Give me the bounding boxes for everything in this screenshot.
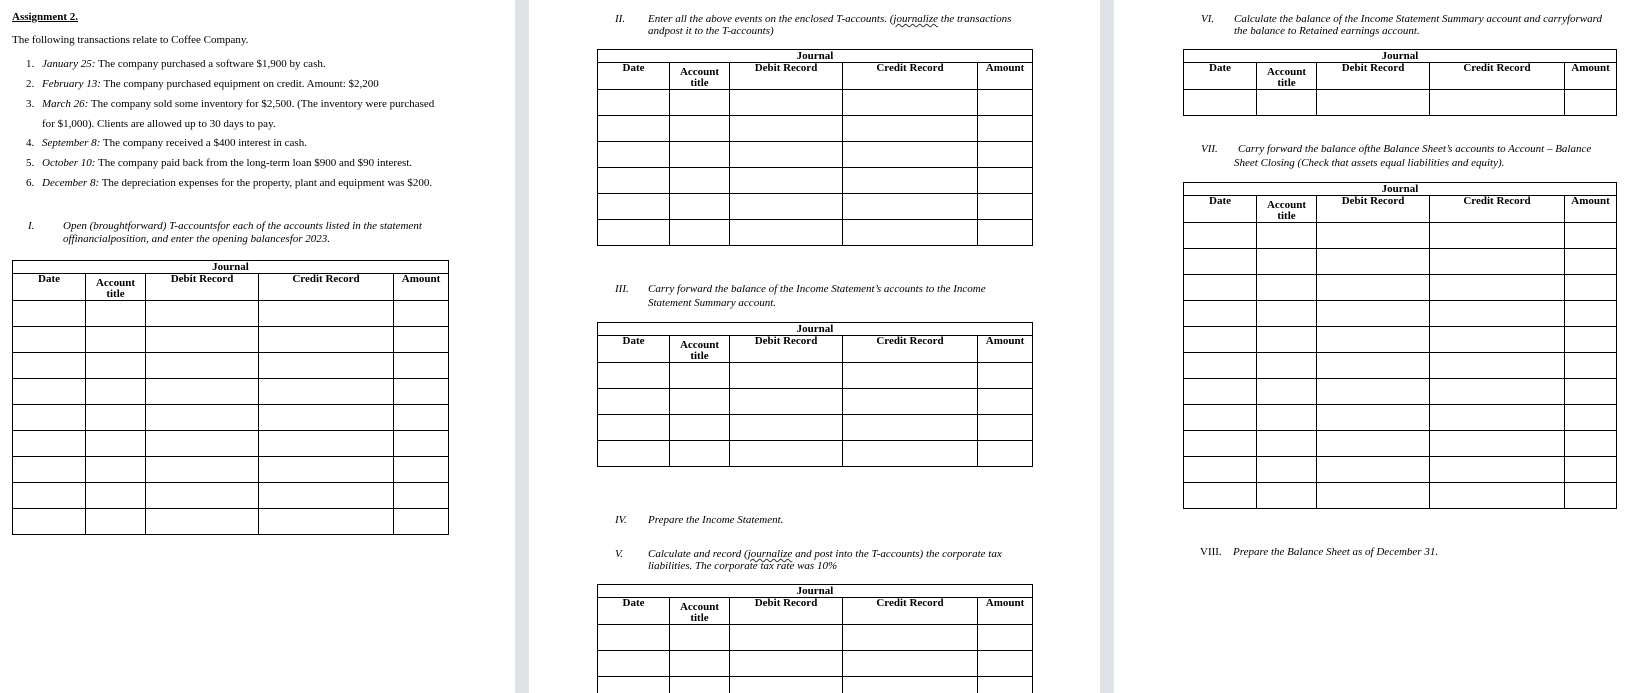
page-1 (0, 0, 515, 693)
task-1-number: I. (28, 220, 35, 232)
credit-header: Credit Record (1430, 63, 1565, 90)
journal-table-2 (597, 49, 1033, 246)
journal-row[interactable] (1184, 223, 1617, 249)
journal-row[interactable] (598, 363, 1033, 389)
intro-text: The following transactions relate to Coffee Company. (12, 34, 249, 46)
task-2-number: II. (615, 13, 626, 25)
journal-row[interactable] (598, 168, 1033, 194)
journal-row[interactable] (13, 431, 449, 457)
journal-row[interactable] (13, 509, 449, 535)
amount-header: Amount (978, 598, 1033, 625)
date-header: Date (598, 63, 670, 90)
task-6-text: Calculate the balance of the Income Statement Summary account and carryforward (1234, 13, 1603, 25)
transaction-item: 3. March 26: The company sold some inventory for $2,500. (The inventory were purchased (26, 98, 435, 110)
journal-row[interactable] (1184, 275, 1617, 301)
debit-header: Debit Record (1317, 196, 1430, 223)
task-3-number: III. (615, 283, 629, 295)
debit-header: Debit Record (146, 274, 259, 301)
credit-header: Credit Record (1430, 196, 1565, 223)
journal-row[interactable] (598, 220, 1033, 246)
page-2 (529, 0, 1100, 693)
debit-header: Debit Record (730, 336, 843, 363)
journal-row[interactable] (13, 379, 449, 405)
task-7-text: Carry forward the balance ofthe Balance Sheet’s accounts to Account – Balance (1238, 143, 1592, 155)
amount-header: Amount (978, 336, 1033, 363)
transaction-item: 4. September 8: The company received a $400 interest in cash. (26, 137, 307, 149)
task-5-number: V. (615, 548, 624, 560)
debit-header: Debit Record (730, 598, 843, 625)
journal-row[interactable] (1184, 249, 1617, 275)
journal-row[interactable] (1184, 379, 1617, 405)
task-5-text-line2: liabilities. The corporate tax rate was 10% (648, 560, 838, 572)
journal-caption: Journal (1184, 50, 1617, 63)
task-2-text-line2: andpost it to the T-accounts) (648, 25, 774, 37)
journal-row[interactable] (1184, 327, 1617, 353)
journal-table-6 (1183, 49, 1617, 116)
journal-row[interactable] (13, 327, 449, 353)
journal-row[interactable] (1184, 90, 1617, 116)
credit-header: Credit Record (843, 598, 978, 625)
task-3-text: Carry forward the balance of the Income Statement’s accounts to the Income (648, 283, 986, 295)
journal-caption: Journal (598, 323, 1033, 336)
amount-header: Amount (394, 274, 449, 301)
transaction-item: 5. October 10: The company paid back from the long-term loan $900 and $90 interest. (26, 157, 413, 169)
journal-table-3 (597, 322, 1033, 467)
journal-row[interactable] (13, 483, 449, 509)
transaction-item: 2. February 13: The company purchased equipment on credit. Amount: $2,200 (26, 78, 379, 90)
journal-row[interactable] (598, 142, 1033, 168)
journal-row[interactable] (1184, 301, 1617, 327)
amount-header: Amount (1565, 196, 1617, 223)
amount-header: Amount (1565, 63, 1617, 90)
task-1-text: Open (broughtforward) T-accountsfor each of the accounts listed in the statement (63, 220, 422, 232)
account-title-header: Account title (1257, 63, 1317, 90)
account-title-header: Account title (670, 63, 730, 90)
journal-row[interactable] (13, 405, 449, 431)
task-2-text: Enter all the above events on the enclosed T-accounts. (journalize the transactions (648, 13, 1012, 25)
date-header: Date (13, 274, 86, 301)
transaction-item: 1. January 25: The company purchased a software $1,900 by cash. (26, 58, 326, 70)
task-7-number: VII. (1201, 143, 1218, 155)
debit-header: Debit Record (730, 63, 843, 90)
amount-header: Amount (978, 63, 1033, 90)
date-header: Date (1184, 196, 1257, 223)
task-5-text: Calculate and record (journalize and post into the T-accounts) the corporate tax (648, 548, 1002, 560)
journal-row[interactable] (598, 677, 1033, 693)
task-3-text-line2: Statement Summary account. (648, 297, 776, 309)
journal-row[interactable] (13, 457, 449, 483)
assignment-heading: Assignment 2. (12, 11, 79, 23)
credit-header: Credit Record (259, 274, 394, 301)
task-4-number: IV. (615, 514, 627, 526)
date-header: Date (598, 598, 670, 625)
credit-header: Credit Record (843, 63, 978, 90)
journal-row[interactable] (598, 625, 1033, 651)
journal-row[interactable] (598, 441, 1033, 467)
journal-caption: Journal (598, 50, 1033, 63)
journal-caption: Journal (598, 585, 1033, 598)
debit-header: Debit Record (1317, 63, 1430, 90)
transaction-item: 6. December 8: The depreciation expenses for the property, plant and equipment was $200. (26, 177, 433, 189)
task-7-text-line2: Sheet Closing (Check that assets equal liabilities and equity). (1234, 157, 1505, 169)
transaction-item-continued: for $1,000). Clients are allowed up to 30 days to pay. (42, 118, 276, 130)
task-6-number: VI. (1201, 13, 1215, 25)
journal-table-1 (12, 260, 449, 535)
journal-table-7 (1183, 182, 1617, 509)
task-1-text-line2: offinancialposition, and enter the opening balancesfor 2023. (63, 233, 331, 245)
task-6-text-line2: the balance to Retained earnings account. (1234, 25, 1420, 37)
journal-row[interactable] (13, 353, 449, 379)
journal-row[interactable] (1184, 457, 1617, 483)
account-title-header: Account title (1257, 196, 1317, 223)
journal-row[interactable] (1184, 353, 1617, 379)
journal-row[interactable] (1184, 431, 1617, 457)
journal-row[interactable] (13, 301, 449, 327)
journal-row[interactable] (598, 651, 1033, 677)
account-title-header: Account title (670, 336, 730, 363)
task-8-text: Prepare the Balance Sheet as of December 31. (1233, 546, 1439, 558)
journal-caption: Journal (1184, 183, 1617, 196)
date-header: Date (598, 336, 670, 363)
task-4-text: Prepare the Income Statement. (648, 514, 784, 526)
account-title-header: Account title (670, 598, 730, 625)
journal-caption: Journal (13, 261, 449, 274)
journal-row[interactable] (1184, 405, 1617, 431)
journal-row[interactable] (598, 194, 1033, 220)
journal-row[interactable] (1184, 483, 1617, 509)
journal-row[interactable] (598, 415, 1033, 441)
credit-header: Credit Record (843, 336, 978, 363)
page-3 (1114, 0, 1630, 693)
task-8-number: VIII. (1200, 546, 1222, 558)
journal-table-5 (597, 584, 1033, 693)
journal-row[interactable] (598, 389, 1033, 415)
account-title-header: Account title (86, 274, 146, 301)
date-header: Date (1184, 63, 1257, 90)
journal-row[interactable] (598, 116, 1033, 142)
journal-row[interactable] (598, 90, 1033, 116)
